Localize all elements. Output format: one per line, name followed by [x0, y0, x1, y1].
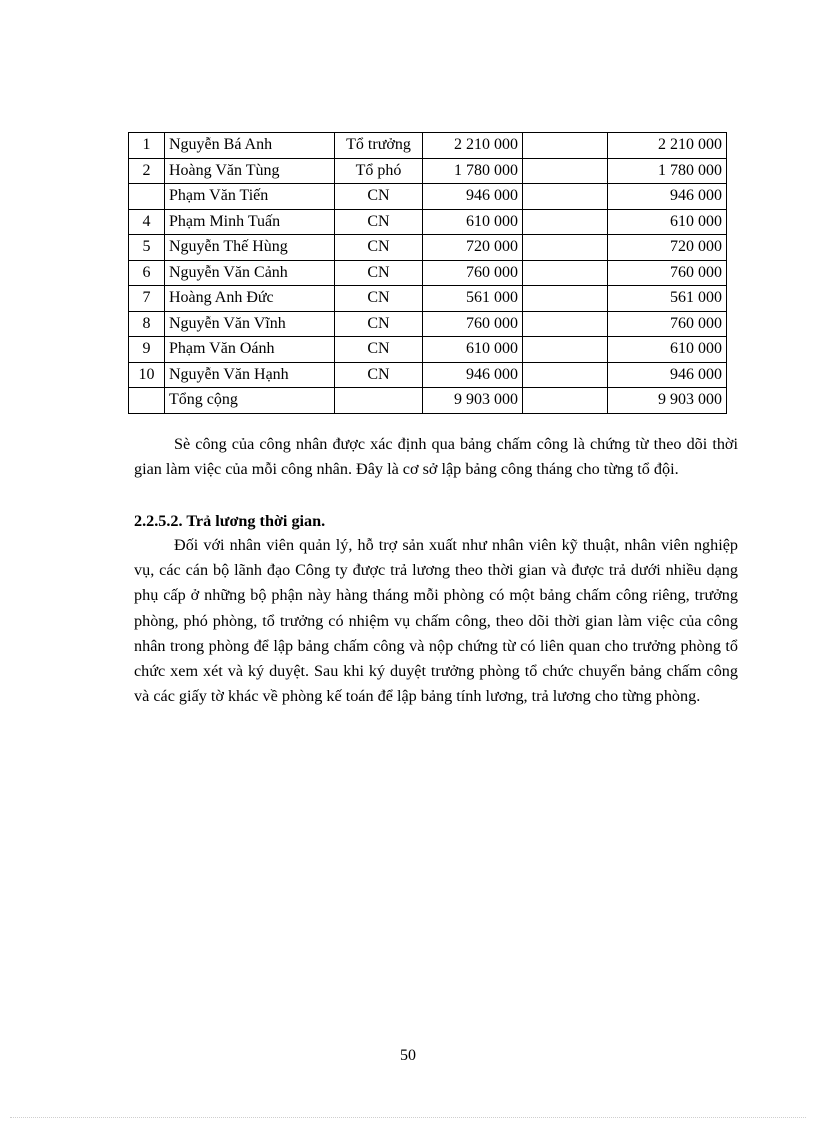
cell-total: 1 780 000 [608, 158, 727, 184]
table-row [129, 209, 727, 235]
table-row [129, 362, 727, 388]
table-row [129, 133, 727, 159]
cell-extra [523, 311, 608, 337]
cell-extra [523, 337, 608, 363]
cell-name: Nguyễn Văn Vĩnh [165, 311, 335, 337]
cell-name: Nguyễn Văn Cảnh [165, 260, 335, 286]
cell-role: CN [335, 184, 423, 210]
cell-role: CN [335, 286, 423, 312]
cell-salary: 946 000 [423, 184, 523, 210]
cell-role [335, 388, 423, 414]
cell-role: CN [335, 235, 423, 261]
cell-stt [129, 184, 165, 210]
cell-name: Tổng cộng [165, 388, 335, 414]
cell-stt: 2 [129, 158, 165, 184]
cell-role: Tổ phó [335, 158, 423, 184]
cell-role: CN [335, 209, 423, 235]
cell-name: Nguyễn Văn Hạnh [165, 362, 335, 388]
cell-total: 720 000 [608, 235, 727, 261]
table-row [129, 311, 727, 337]
cell-extra [523, 362, 608, 388]
cell-extra [523, 388, 608, 414]
cell-role: Tổ trưởng [335, 133, 423, 159]
cell-total: 9 903 000 [608, 388, 727, 414]
paragraph-timesheet: Sè công của công nhân được xác định qua bảng chấm công là chứng từ theo dõi thời gian làm việc của mỗi công nhân. Đây là cơ sở lập bảng công tháng cho từng tổ đội. [134, 435, 738, 479]
cell-salary: 561 000 [423, 286, 523, 312]
page-number: 50 [400, 1047, 416, 1064]
cell-stt: 8 [129, 311, 165, 337]
cell-salary: 1 780 000 [423, 158, 523, 184]
table-row [129, 286, 727, 312]
cell-extra [523, 184, 608, 210]
cell-name: Phạm Minh Tuấn [165, 209, 335, 235]
table-row [129, 235, 727, 261]
cell-extra [523, 209, 608, 235]
cell-name: Phạm Văn Tiến [165, 184, 335, 210]
cell-stt: 5 [129, 235, 165, 261]
cell-salary: 760 000 [423, 260, 523, 286]
cell-stt: 6 [129, 260, 165, 286]
cell-total: 610 000 [608, 209, 727, 235]
table-row [129, 260, 727, 286]
cell-total: 610 000 [608, 337, 727, 363]
cell-name: Nguyễn Bá Anh [165, 133, 335, 159]
cell-name: Phạm Văn Oánh [165, 337, 335, 363]
cell-total: 561 000 [608, 286, 727, 312]
cell-salary: 946 000 [423, 362, 523, 388]
page-bottom-rule [10, 1117, 806, 1118]
cell-stt: 9 [129, 337, 165, 363]
table-row [129, 184, 727, 210]
cell-salary: 610 000 [423, 337, 523, 363]
cell-name: Hoàng Văn Tùng [165, 158, 335, 184]
paragraph-time-wage: Đối với nhân viên quản lý, hỗ trợ sản xuất như nhân viên kỹ thuật, nhân viên nghiệp vụ, các cán bộ lãnh đạo Công ty được trả lương theo thời gian và được trả dưới nhiều dạng phụ cấp ở những bộ phận này hàng tháng mỗi phòng có một bảng chấm công riêng, trưởng phòng, phó phòng, tổ trưởng có nhiệm vụ chấm công, theo dõi thời gian làm việc của công nhân trong phòng để lập bảng chấm công và nộp chứng từ có liên quan cho trưởng phòng tổ chức xem xét và ký duyệt. Sau khi ký duyệt trưởng phòng tổ chức chuyển bảng chấm công và các giấy tờ khác về phòng kế toán để lập bảng tính lương, trả lương cho từng phòng. [134, 536, 738, 706]
cell-total: 946 000 [608, 362, 727, 388]
cell-total: 2 210 000 [608, 133, 727, 159]
cell-stt [129, 388, 165, 414]
cell-extra [523, 260, 608, 286]
table-total-row [129, 388, 727, 414]
cell-role: CN [335, 362, 423, 388]
cell-extra [523, 286, 608, 312]
cell-stt: 7 [129, 286, 165, 312]
cell-extra [523, 133, 608, 159]
cell-extra [523, 158, 608, 184]
cell-salary: 610 000 [423, 209, 523, 235]
cell-total: 760 000 [608, 260, 727, 286]
payroll-table [128, 132, 727, 414]
cell-name: Hoàng Anh Đức [165, 286, 335, 312]
cell-salary: 760 000 [423, 311, 523, 337]
cell-salary: 2 210 000 [423, 133, 523, 159]
cell-extra [523, 235, 608, 261]
cell-role: CN [335, 311, 423, 337]
cell-stt: 4 [129, 209, 165, 235]
cell-stt: 1 [129, 133, 165, 159]
payroll-table-body [129, 133, 727, 414]
table-row [129, 337, 727, 363]
cell-stt: 10 [129, 362, 165, 388]
table-row [129, 158, 727, 184]
cell-role: CN [335, 260, 423, 286]
cell-salary: 720 000 [423, 235, 523, 261]
cell-total: 946 000 [608, 184, 727, 210]
section-heading: 2.2.5.2. Trả lương thời gian. [134, 512, 326, 530]
cell-total: 760 000 [608, 311, 727, 337]
cell-name: Nguyễn Thế Hùng [165, 235, 335, 261]
cell-salary: 9 903 000 [423, 388, 523, 414]
cell-role: CN [335, 337, 423, 363]
